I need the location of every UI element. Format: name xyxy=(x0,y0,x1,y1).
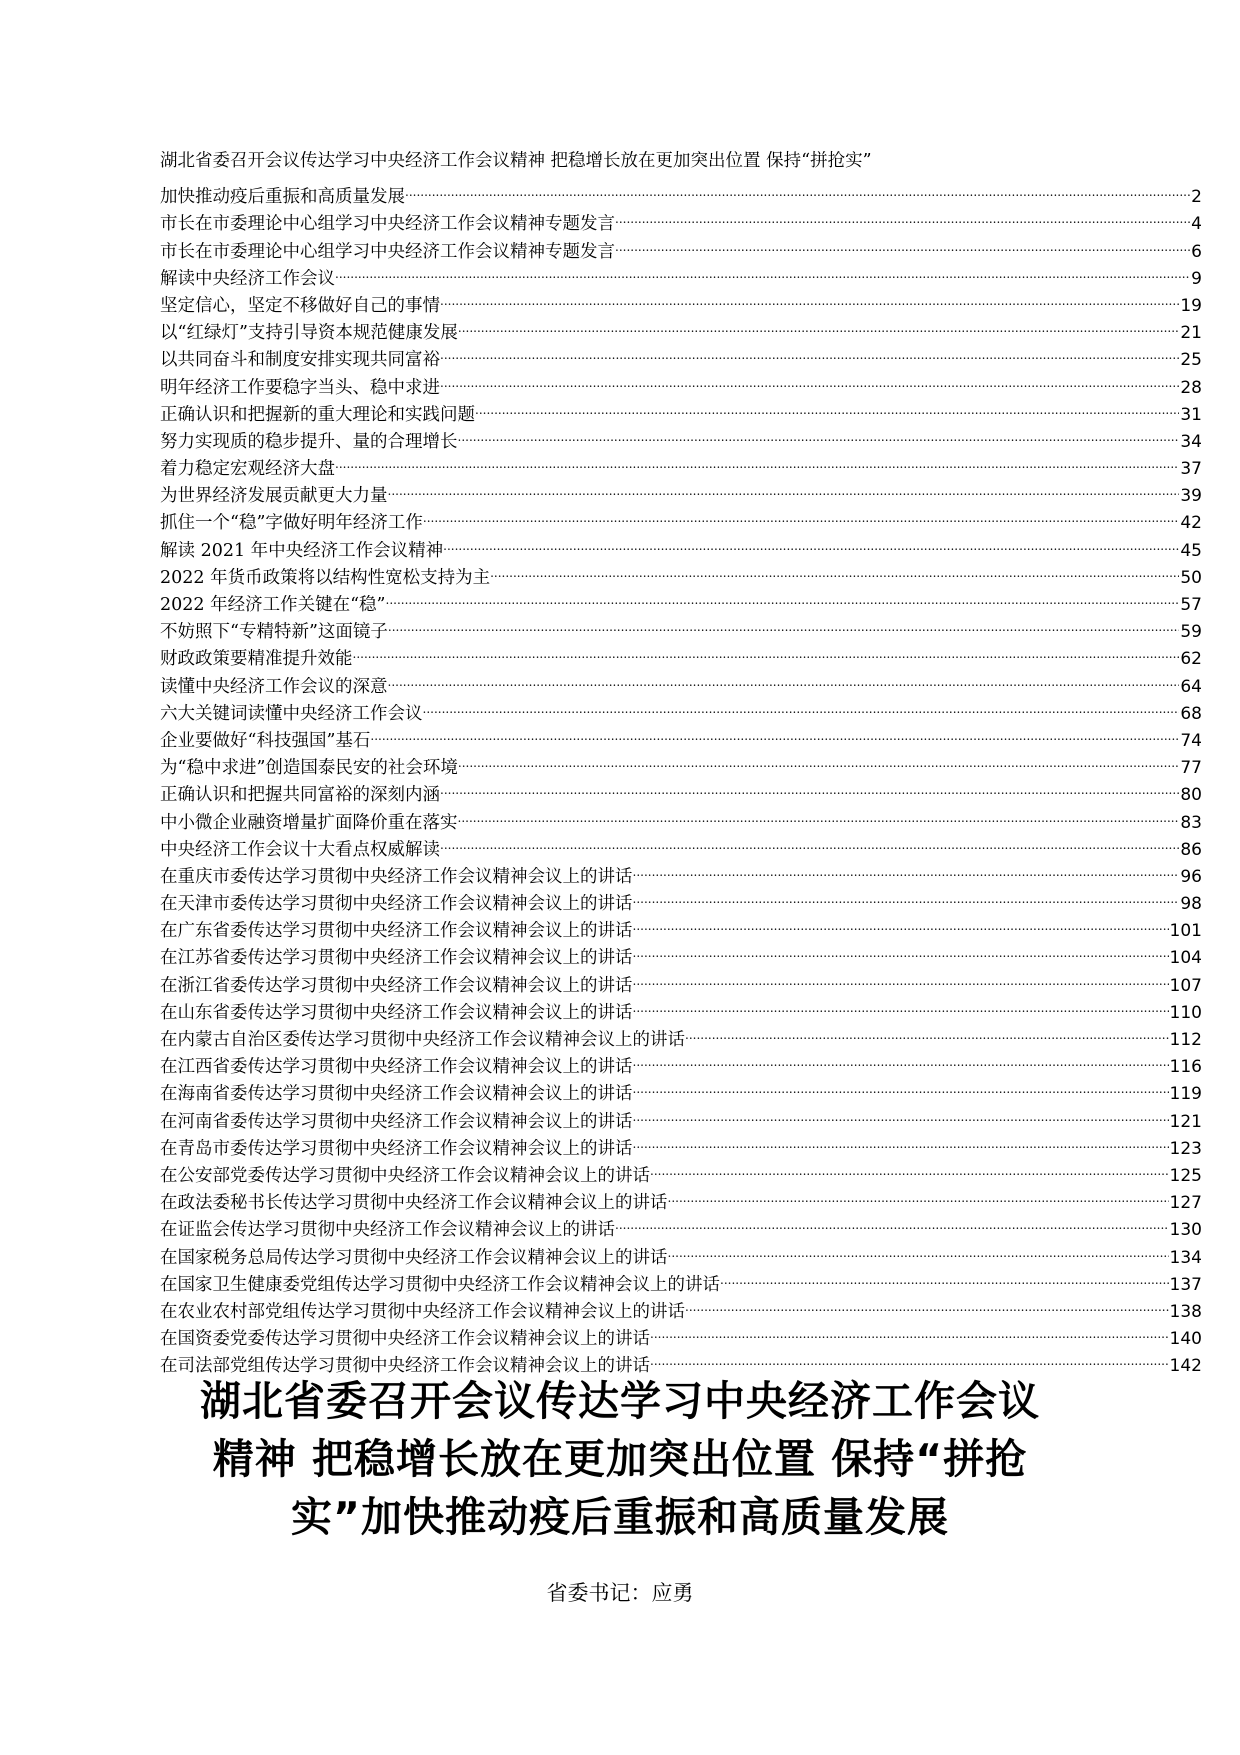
toc-page-number: 64 xyxy=(1180,676,1202,697)
toc-entry-title: 在广东省委传达学习贯彻中央经济工作会议精神会议上的讲话 xyxy=(160,921,633,942)
toc-entry-title: 在山东省委传达学习贯彻中央经济工作会议精神会议上的讲话 xyxy=(160,1002,633,1023)
toc-page-number: 101 xyxy=(1169,921,1202,942)
toc-page-number: 123 xyxy=(1169,1138,1202,1159)
toc-entry-title: 解读 2021 年中央经济工作会议精神 xyxy=(160,540,444,561)
toc-entry-title: 在海南省委传达学习贯彻中央经济工作会议精神会议上的讲话 xyxy=(160,1084,633,1105)
toc-page-number: 74 xyxy=(1180,730,1202,751)
toc-dot-leader xyxy=(650,1154,1169,1181)
toc-entry-title: 市长在市委理论中心组学习中央经济工作会议精神专题发言 xyxy=(160,241,615,262)
toc-page-number: 21 xyxy=(1180,323,1202,344)
toc-page-number: 83 xyxy=(1180,812,1202,833)
toc-page-number: 9 xyxy=(1191,268,1202,289)
toc-page-number: 42 xyxy=(1180,513,1202,534)
toc-dot-leader xyxy=(386,583,1180,610)
toc-page-number: 121 xyxy=(1169,1111,1202,1132)
table-of-contents xyxy=(160,148,1202,1377)
toc-entry-title: 在江西省委传达学习贯彻中央经济工作会议精神会议上的讲话 xyxy=(160,1057,633,1078)
toc-entry-title: 不妨照下“专精特新”这面镜子 xyxy=(160,622,388,643)
toc-page-number: 68 xyxy=(1180,703,1202,724)
toc-entry-title: 读懂中央经济工作会议的深意 xyxy=(160,676,388,697)
toc-entry-title: 在国家税务总局传达学习贯彻中央经济工作会议精神会议上的讲话 xyxy=(160,1247,668,1268)
toc-dot-leader xyxy=(615,202,1190,229)
toc-dot-leader xyxy=(388,610,1179,637)
toc-page-number: 104 xyxy=(1169,948,1202,969)
toc-page-number: 112 xyxy=(1169,1030,1202,1050)
toc-dot-leader xyxy=(440,284,1179,311)
toc-dot-leader xyxy=(650,1317,1169,1344)
toc-dot-leader xyxy=(440,365,1179,392)
toc-dot-leader xyxy=(633,1072,1169,1099)
toc-page-number: 137 xyxy=(1169,1274,1202,1295)
toc-page-number: 116 xyxy=(1169,1057,1202,1078)
toc-page-number: 80 xyxy=(1180,785,1202,806)
article-title-line: 实”加快推动疫后重振和高质量发展 xyxy=(291,1493,949,1541)
toc-entry-title: 在内蒙古自治区委传达学习贯彻中央经济工作会议精神会议上的讲话 xyxy=(160,1030,685,1050)
toc-dot-leader xyxy=(458,746,1179,773)
toc-dot-leader xyxy=(633,991,1169,1018)
toc-entry-title: 企业要做好“科技强国”基石 xyxy=(160,730,371,751)
toc-entry-title: 在国家卫生健康委党组传达学习贯彻中央经济工作会议精神会议上的讲话 xyxy=(160,1274,720,1295)
toc-page-number: 37 xyxy=(1180,459,1202,480)
toc-dot-leader xyxy=(633,963,1169,990)
toc-dot-leader xyxy=(685,1018,1169,1045)
toc-list xyxy=(160,202,1202,1377)
toc-dot-leader xyxy=(615,229,1190,256)
toc-dot-leader xyxy=(633,936,1169,963)
toc-page-number: 2 xyxy=(1191,187,1202,208)
toc-entry-title: 努力实现质的稳步提升、量的合理增长 xyxy=(160,431,458,452)
article-title-line: 湖北省委召开会议传达学习中央经济工作会议 xyxy=(200,1377,1040,1425)
toc-dot-leader xyxy=(650,1344,1169,1371)
toc-entry-title: 六大关键词读懂中央经济工作会议 xyxy=(160,703,423,724)
article-title-line: 精神 把稳增长放在更加突出位置 保持“拼抢 xyxy=(212,1435,1028,1483)
toc-page-number: 125 xyxy=(1169,1165,1202,1186)
toc-dot-leader xyxy=(490,556,1179,583)
toc-dot-leader xyxy=(353,637,1180,664)
toc-dot-leader xyxy=(720,1263,1169,1290)
toc-entry-title: 在河南省委传达学习贯彻中央经济工作会议精神会议上的讲话 xyxy=(160,1111,633,1132)
toc-page-number: 45 xyxy=(1180,540,1202,561)
toc-dot-leader xyxy=(668,1181,1169,1208)
toc-entry-title-line2: 加快推动疫后重振和高质量发展 xyxy=(160,187,405,208)
toc-page-number: 34 xyxy=(1180,431,1202,452)
toc-entry-title: 以“红绿灯”支持引导资本规范健康发展 xyxy=(160,323,458,344)
toc-page-number: 86 xyxy=(1180,839,1202,860)
toc-page-number: 39 xyxy=(1180,486,1202,507)
toc-entry-title: 为“稳中求进”创造国泰民安的社会环境 xyxy=(160,758,458,779)
toc-dot-leader xyxy=(633,882,1180,909)
toc-dot-leader xyxy=(458,311,1179,338)
toc-entry-title: 着力稳定宏观经济大盘 xyxy=(160,459,335,480)
toc-dot-leader xyxy=(458,420,1180,447)
toc-entry-title: 在江苏省委传达学习贯彻中央经济工作会议精神会议上的讲话 xyxy=(160,948,633,969)
toc-dot-leader xyxy=(440,338,1179,365)
toc-page-number: 77 xyxy=(1180,758,1202,779)
article-title xyxy=(140,1372,1100,1546)
toc-dot-leader xyxy=(668,1235,1169,1262)
toc-entry-title: 在国资委党委传达学习贯彻中央经济工作会议精神会议上的讲话 xyxy=(160,1329,650,1350)
toc-entry-title: 正确认识和把握新的重大理论和实践问题 xyxy=(160,404,475,425)
toc-dot-leader xyxy=(633,1099,1169,1126)
toc-dot-leader xyxy=(440,773,1179,800)
toc-entry-title: 以共同奋斗和制度安排实现共同富裕 xyxy=(160,350,440,371)
toc-entry-title: 中小微企业融资增量扩面降价重在落实 xyxy=(160,812,458,833)
toc-dot-leader xyxy=(335,447,1179,474)
toc-page-number: 130 xyxy=(1169,1220,1202,1241)
toc-dot-leader xyxy=(633,1127,1169,1154)
toc-entry-title: 抓住一个“稳”字做好明年经济工作 xyxy=(160,513,423,534)
toc-dot-leader xyxy=(633,1045,1169,1072)
toc-dot-leader xyxy=(685,1290,1169,1317)
toc-dot-leader xyxy=(388,474,1180,501)
toc-page-number: 19 xyxy=(1180,295,1202,316)
toc-entry-title: 在证监会传达学习贯彻中央经济工作会议精神会议上的讲话 xyxy=(160,1220,615,1241)
toc-page-number: 25 xyxy=(1180,350,1202,371)
toc-entry-title: 在政法委秘书长传达学习贯彻中央经济工作会议精神会议上的讲话 xyxy=(160,1193,668,1214)
toc-entry-title: 在重庆市委传达学习贯彻中央经济工作会议精神会议上的讲话 xyxy=(160,866,633,887)
toc-page-number: 59 xyxy=(1180,622,1202,643)
toc-page-number: 127 xyxy=(1169,1193,1202,1214)
toc-page-number: 62 xyxy=(1180,649,1202,670)
toc-entry-title-line1: 湖北省委召开会议传达学习中央经济工作会议精神 把稳增长放在更加突出位置 保持“拼抢实” xyxy=(160,151,872,171)
toc-entry-title: 中央经济工作会议十大看点权威解读 xyxy=(160,839,440,860)
toc-dot-leader xyxy=(370,719,1179,746)
toc-dot-leader xyxy=(335,257,1190,284)
toc-dot-leader xyxy=(440,828,1179,855)
toc-page-number: 107 xyxy=(1169,975,1202,996)
toc-page-number: 31 xyxy=(1180,404,1202,425)
toc-page-number: 6 xyxy=(1191,241,1202,262)
toc-dot-leader xyxy=(633,909,1169,936)
toc-page-number: 96 xyxy=(1180,866,1202,887)
toc-entry-title: 在青岛市委传达学习贯彻中央经济工作会议精神会议上的讲话 xyxy=(160,1138,633,1159)
toc-entry-title: 坚定信心，坚定不移做好自己的事情 xyxy=(160,295,440,316)
toc-page-number: 57 xyxy=(1180,595,1202,615)
toc-entry-title: 2022 年货币政策将以结构性宽松支持为主 xyxy=(160,567,491,588)
toc-entry-title: 明年经济工作要稳字当头、稳中求进 xyxy=(160,377,440,398)
toc-entry-title: 财政政策要精准提升效能 xyxy=(160,649,353,670)
toc-entry-title: 在浙江省委传达学习贯彻中央经济工作会议精神会议上的讲话 xyxy=(160,975,633,996)
toc-page-number: 140 xyxy=(1169,1329,1202,1350)
toc-entry-title: 在农业农村部党组传达学习贯彻中央经济工作会议精神会议上的讲话 xyxy=(160,1301,685,1322)
toc-dot-leader xyxy=(475,393,1179,420)
toc-page-number: 134 xyxy=(1169,1247,1202,1268)
toc-entry-title: 在司法部党组传达学习贯彻中央经济工作会议精神会议上的讲话 xyxy=(160,1356,650,1377)
toc-dot-leader xyxy=(405,175,1190,202)
toc-entry-title: 市长在市委理论中心组学习中央经济工作会议精神专题发言 xyxy=(160,214,615,235)
toc-dot-leader xyxy=(633,855,1180,882)
toc-dot-leader xyxy=(423,692,1180,719)
toc-page-number: 138 xyxy=(1169,1301,1202,1322)
toc-page-number: 28 xyxy=(1180,377,1202,398)
toc-page-number: 119 xyxy=(1169,1084,1202,1105)
toc-page-number: 4 xyxy=(1191,214,1202,235)
toc-entry-title: 为世界经济发展贡献更大力量 xyxy=(160,486,388,507)
toc-dot-leader xyxy=(615,1208,1169,1235)
toc-entry-title: 在天津市委传达学习贯彻中央经济工作会议精神会议上的讲话 xyxy=(160,894,633,915)
article-author: 省委书记：应勇 xyxy=(546,1581,694,1605)
toc-page-number: 142 xyxy=(1169,1356,1202,1377)
toc-dot-leader xyxy=(458,800,1180,827)
toc-dot-leader xyxy=(388,664,1180,691)
toc-entry-title: 2022 年经济工作关键在“稳” xyxy=(160,595,386,615)
toc-page-number: 98 xyxy=(1180,894,1202,915)
toc-page-number: 110 xyxy=(1169,1002,1202,1023)
toc-entry-title: 解读中央经济工作会议 xyxy=(160,268,335,289)
toc-entry-title: 正确认识和把握共同富裕的深刻内涵 xyxy=(160,785,440,806)
toc-dot-leader xyxy=(443,528,1179,555)
toc-page-number: 50 xyxy=(1180,567,1202,588)
toc-entry-title: 在公安部党委传达学习贯彻中央经济工作会议精神会议上的讲话 xyxy=(160,1165,650,1186)
toc-dot-leader xyxy=(423,501,1179,528)
toc-entry[interactable] xyxy=(160,148,1202,208)
